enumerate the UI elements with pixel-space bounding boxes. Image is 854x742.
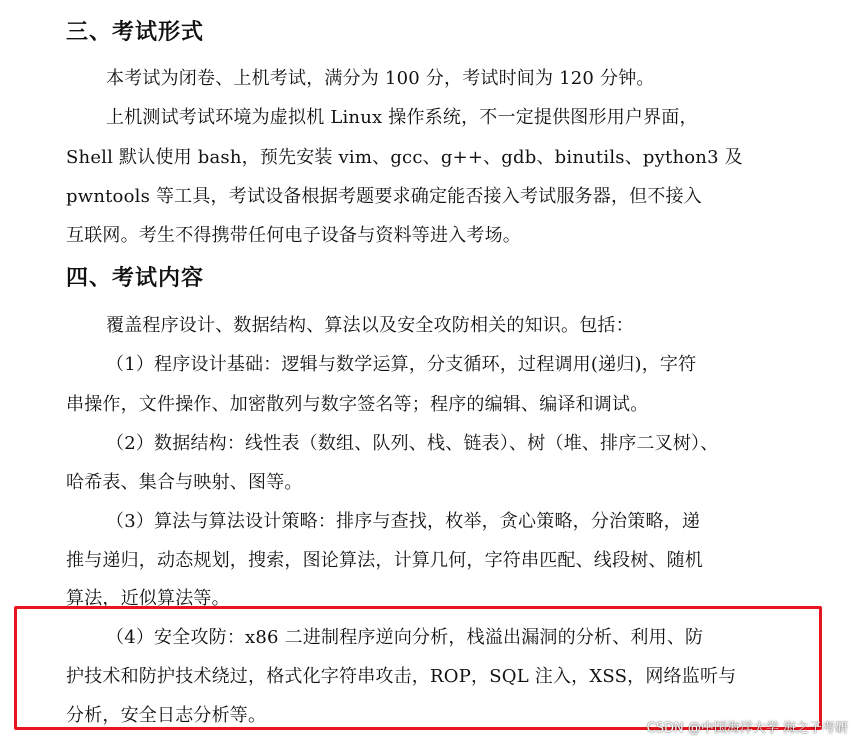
section-4-item-2-line-2: 哈希表、集合与映射、图等。 bbox=[66, 472, 303, 493]
section-4-item-3-line-2: 推与递归，动态规划，搜索，图论算法，计算几何，字符串匹配、线段树、随机 bbox=[66, 550, 703, 571]
section-3-line-5: 互联网。考生不得携带任何电子设备与资料等进入考场。 bbox=[66, 225, 521, 246]
watermark: CSDN @中国海洋大学 海之子考研 bbox=[646, 721, 848, 736]
section-3-heading: 三、考试形式 bbox=[66, 20, 205, 45]
section-4-intro: 覆盖程序设计、数据结构、算法以及安全攻防相关的知识。包括： bbox=[106, 315, 634, 336]
section-3-line-2: 上机测试考试环境为虚拟机 Linux 操作系统，不一定提供图形用户界面， bbox=[106, 107, 698, 128]
section-3-line-4: pwntools 等工具，考试设备根据考题要求确定能否接入考试服务器，但不接入 bbox=[66, 186, 702, 207]
section-3-line-1: 本考试为闭卷、上机考试，满分为 100 分，考试时间为 120 分钟。 bbox=[106, 68, 655, 89]
highlight-box bbox=[14, 606, 822, 730]
section-4-item-4-line-1: （4）安全攻防：x86 二进制程序逆向分析，栈溢出漏洞的分析、利用、防 bbox=[106, 627, 704, 648]
section-4-item-4-line-3: 分析，安全日志分析等。 bbox=[66, 705, 267, 726]
section-4-item-4-line-2: 护技术和防护技术绕过，格式化字符串攻击，ROP，SQL 注入，XSS，网络监听与 bbox=[66, 666, 737, 687]
section-3-line-3: Shell 默认使用 bash，预先安装 vim、gcc、g++、gdb、binutils、python3 及 bbox=[66, 147, 743, 168]
section-4-item-1-line-1: （1）程序设计基础：逻辑与数学运算，分支循环，过程调用(递归)，字符 bbox=[106, 354, 697, 375]
section-4-item-2-line-1: （2）数据结构：线性表（数组、队列、栈、链表）、树（堆、排序二叉树）、 bbox=[106, 433, 719, 454]
section-4-item-3-line-1: （3）算法与算法设计策略：排序与查找，枚举，贪心策略，分治策略，递 bbox=[106, 511, 701, 532]
section-4-heading: 四、考试内容 bbox=[66, 266, 205, 291]
section-4-item-3-line-3: 算法，近似算法等。 bbox=[66, 588, 230, 609]
section-4-item-1-line-2: 串操作，文件操作、加密散列与数字签名等；程序的编辑、编译和调试。 bbox=[66, 394, 649, 415]
